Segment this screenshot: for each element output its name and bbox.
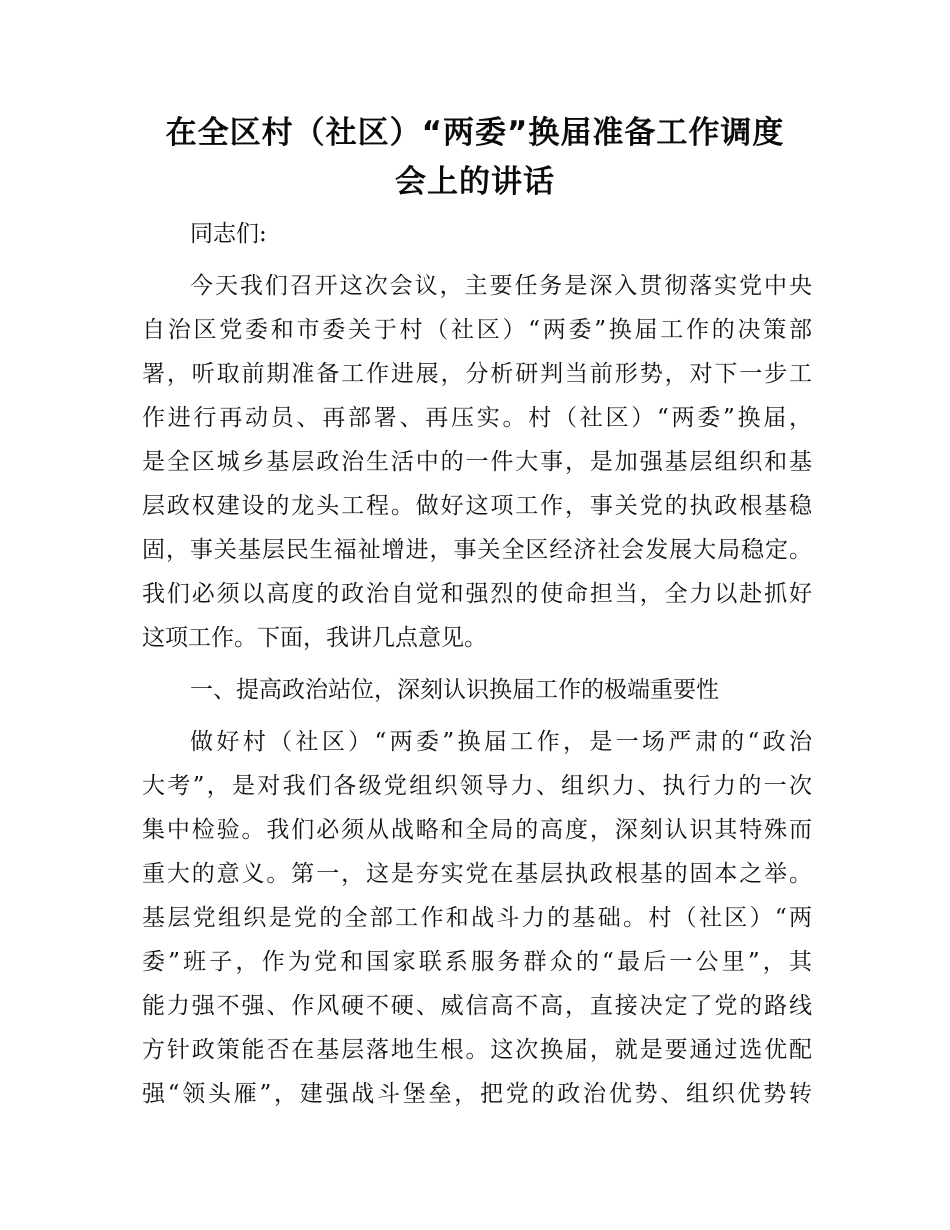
body-line: 基层党组织是党的全部工作和战斗力的基础。村（社区）“两 [142,905,812,931]
body-line: 署，听取前期准备工作进展，分析研判当前形势，对下一步工 [142,361,812,387]
body-line: 重大的意义。第一，这是夯实党在基层执政根基的固本之举。 [142,861,812,887]
salutation: 同志们: [190,221,267,247]
body-line: 层政权建设的龙头工程。做好这项工作，事关党的执政根基稳 [142,493,812,519]
body-line: 我们必须以高度的政治自觉和强烈的使命担当，全力以赴抓好 [142,581,812,607]
document-title-line-1: 在全区村（社区）“两委”换届准备工作调度 [165,115,785,151]
body-line: 固，事关基层民生福祉增进，事关全区经济社会发展大局稳定。 [142,537,812,563]
body-line: 做好村（社区）“两委”换届工作，是一场严肃的“政治 [190,729,812,755]
document-title-line-2: 会上的讲话 [395,164,555,200]
body-line: 是全区城乡基层政治生活中的一件大事，是加强基层组织和基 [142,449,812,475]
body-line: 自治区党委和市委关于村（社区）“两委”换届工作的决策部 [142,317,812,343]
body-line: 大考”，是对我们各级党组织领导力、组织力、执行力的一次 [142,773,812,799]
body-line: 委”班子，作为党和国家联系服务群众的“最后一公里”，其 [142,949,812,975]
section-heading: 一、提高政治站位，深刻认识换届工作的极端重要性 [190,677,719,703]
body-line: 这项工作。下面，我讲几点意见。 [142,625,487,651]
body-line: 能力强不强、作风硬不硬、威信高不高，直接决定了党的路线 [142,993,812,1019]
body-line: 作进行再动员、再部署、再压实。村（社区）“两委”换届， [142,405,812,431]
body-line: 集中检验。我们必须从战略和全局的高度，深刻认识其特殊而 [142,817,812,843]
body-line: 今天我们召开这次会议，主要任务是深入贯彻落实党中央 [190,273,812,299]
body-line: 方针政策能否在基层落地生根。这次换届，就是要通过选优配 [142,1037,812,1063]
body-line: 强“领头雁”，建强战斗堡垒，把党的政治优势、组织优势转 [142,1081,812,1107]
